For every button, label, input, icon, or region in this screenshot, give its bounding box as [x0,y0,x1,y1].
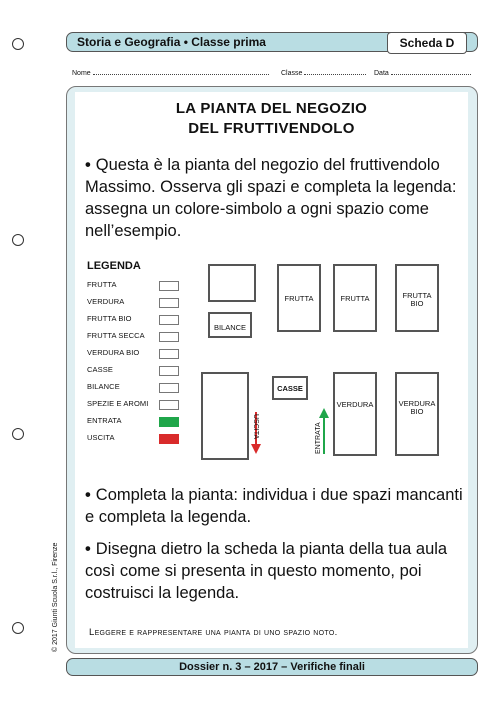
room-frutta-2: FRUTTA [333,264,377,332]
sheet-label: Scheda D [387,32,467,54]
legend-item-label: SPEZIE E AROMI [87,399,149,408]
legend-item-label: BILANCE [87,382,120,391]
content-area [75,92,468,648]
room-frutta-1: FRUTTA [277,264,321,332]
subject-label: Storia e Geografia • Classe prima [77,35,266,49]
legend-item-label: ENTRATA [87,416,122,425]
class-field [281,69,366,77]
header-bar [66,32,478,52]
task-2-text: Disegna dietro la scheda la pianta della tua aula così come si presenta in questo momento, poi costruisci la legenda. [85,540,448,602]
legend-color-box [159,332,179,342]
legend-color-box [159,400,179,410]
class-label: Classe [281,70,303,77]
binder-hole-2 [12,234,24,246]
date-line [391,69,471,75]
legend-title: LEGENDA [87,260,141,272]
task-1 [85,484,465,528]
objective-note: Leggere e rappresentare una pianta di uno spazio noto. [89,627,338,638]
binder-hole-3 [12,428,24,440]
bullet: • [85,156,91,174]
intro-paragraph [85,154,465,242]
date-label: Data [374,70,389,77]
room-casse: CASSE [272,376,308,400]
room-frutta-bio: FRUTTA BIO [395,264,439,332]
name-label: Nome [72,70,91,77]
uscita-label: USCITA [252,414,259,440]
name-field [72,69,269,77]
footer-bar: Dossier n. 3 – 2017 – Verifiche finali [66,658,478,676]
legend-color-box [159,383,179,393]
title-line-1: LA PIANTA DEL NEGOZIO [175,100,368,117]
bullet: • [85,486,91,504]
room-verdura-bio: VERDURA BIO [395,372,439,456]
title-line-2: DEL FRUTTIVENDOLO [188,120,355,137]
legend-item-label: FRUTTA [87,280,117,289]
legend-color-box [159,281,179,291]
legend-color-box [159,298,179,308]
copyright: © 2017 Giunti Scuola S.r.l., Firenze [52,542,59,652]
legend-item-label: VERDURA BIO [87,348,140,357]
legend-item-label: FRUTTA SECCA [87,331,145,340]
task-2 [85,538,465,604]
class-line [304,69,366,75]
bullet: • [85,540,91,558]
legend-color-box [159,366,179,376]
entrata-label: ENTRATA [315,422,322,454]
task-1-text: Completa la pianta: individua i due spazi mancanti e completa la legenda. [85,486,463,526]
room-empty-top [208,264,256,302]
legend-color-box [159,349,179,359]
legend-item-label: CASSE [87,365,113,374]
legend-color-box [159,434,179,444]
legend-item-label: USCITA [87,433,115,442]
legend-color-box [159,417,179,427]
date-field [374,69,471,77]
binder-hole-4 [12,622,24,634]
legend-item-label: VERDURA [87,297,125,306]
room-empty-bottom [201,372,249,460]
name-line [93,69,269,75]
legend-color-box [159,315,179,325]
intro-text: Questa è la pianta del negozio del fruttivendolo Massimo. Osserva gli spazi e completa la legenda: assegna un colore-simbolo a ogni spazio come nell’esempio. [85,156,457,240]
room-verdura: VERDURA [333,372,377,456]
room-bilance: BILANCE [208,312,252,338]
legend-item-label: FRUTTA BIO [87,314,132,323]
binder-hole-1 [12,38,24,50]
